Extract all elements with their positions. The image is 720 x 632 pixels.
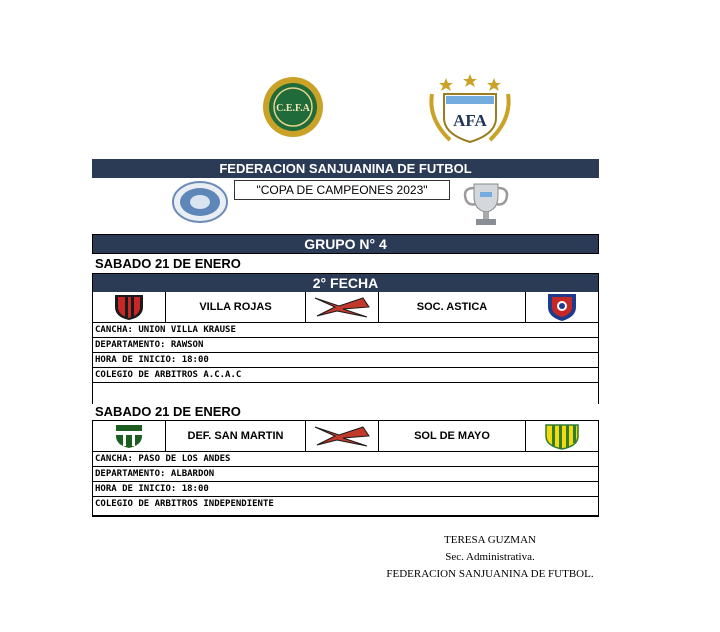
info-cancha: CANCHA: PASO DE LOS ANDES <box>93 452 598 467</box>
info-departamento: DEPARTAMENTO: RAWSON <box>93 338 598 353</box>
team-shield-icon <box>93 421 166 451</box>
afa-logo-icon <box>420 74 520 146</box>
signature-name: TERESA GUZMAN <box>444 534 536 546</box>
team-shield-icon <box>93 292 166 322</box>
cefa-logo-text: C.E.F.A <box>276 103 310 114</box>
group-title: GRUPO N° 4 <box>92 234 599 254</box>
info-cancha: CANCHA: UNION VILLA KRAUSE <box>93 323 598 338</box>
match-date: SABADO 21 DE ENERO <box>95 404 241 419</box>
federation-title: FEDERACION SANJUANINA DE FUTBOL <box>92 159 599 178</box>
fixture-row <box>93 292 598 323</box>
cefa-logo-icon <box>262 76 324 138</box>
signature-org: FEDERACION SANJUANINA DE FUTBOL. <box>386 568 594 580</box>
versus-icon <box>306 421 379 451</box>
info-hora: HORA DE INICIO: 18:00 <box>93 482 598 497</box>
info-hora: HORA DE INICIO: 18:00 <box>93 353 598 368</box>
trophy-icon <box>458 180 514 230</box>
versus-icon <box>306 292 379 322</box>
signature-role: Sec. Administrativa. <box>445 551 535 563</box>
match-card <box>92 273 599 404</box>
team-shield-icon <box>526 292 598 322</box>
home-team: DEF. SAN MARTIN <box>166 421 306 451</box>
match-date: SABADO 21 DE ENERO <box>95 256 241 271</box>
info-colegio: COLEGIO DE ARBITROS INDEPENDIENTE <box>95 499 274 509</box>
info-departamento: DEPARTAMENTO: ALBARDON <box>93 467 598 482</box>
round-title: 2° FECHA <box>93 274 598 292</box>
fixture-row <box>93 420 598 452</box>
info-colegio: COLEGIO DE ARBITROS A.C.A.C <box>93 368 598 383</box>
away-team: SOC. ASTICA <box>379 292 526 322</box>
afa-logo-text: AFA <box>453 111 487 130</box>
away-team: SOL DE MAYO <box>379 421 526 451</box>
cup-title: "COPA DE CAMPEONES 2023" <box>234 180 450 200</box>
fsj-logo-icon <box>172 181 228 223</box>
home-team: VILLA ROJAS <box>166 292 306 322</box>
team-shield-icon <box>526 421 598 451</box>
empty-row <box>93 383 598 399</box>
match-card <box>92 420 599 517</box>
